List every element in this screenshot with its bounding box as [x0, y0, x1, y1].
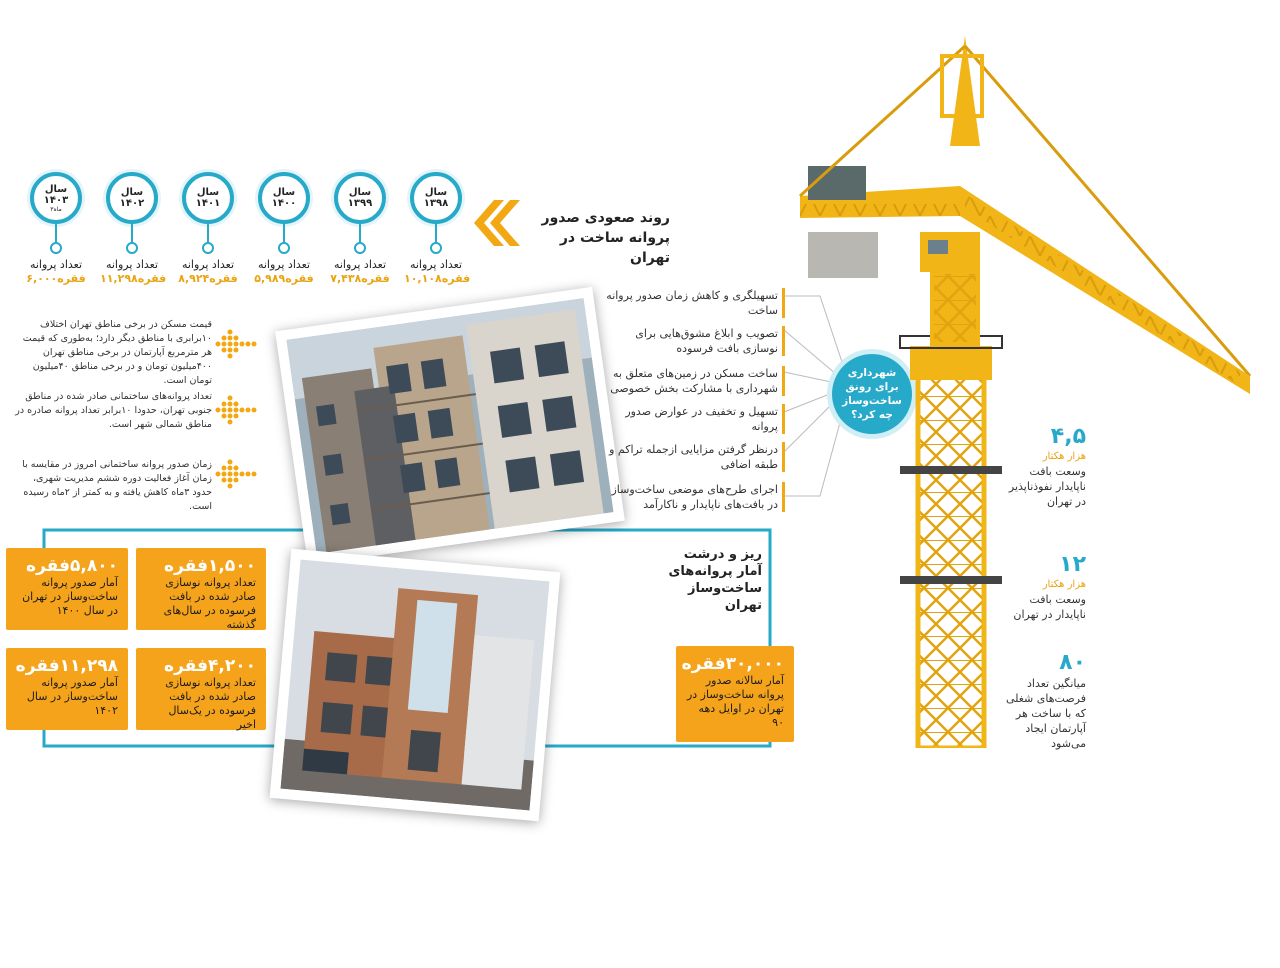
measure-item-1: تسهیلگری و کاهش زمان صدور پروانه ساخت — [606, 289, 778, 317]
stat-box-renovation-past: ۱,۵۰۰فقره تعداد پروانه نوسازی صادر شده در بافت فرسوده در سال‌های گذشته — [136, 548, 266, 630]
stat-box-permits-1402: ۱۱,۲۹۸فقره آمار صدور پروانه ساخت‌وساز در سال ۱۴۰۲ — [6, 648, 128, 730]
year-circle: سال ۱۳۹۸ — [410, 172, 462, 224]
note-price-gap: قیمت مسکن در برخی مناطق تهران اختلاف ۱۰برابری با مناطق دیگر دارد؛ به‌طوری که قیمت هر مترمربع آپارتمان در برخی مناطق تهران ۴۰۰میلیون تومان و در برخی مناطق ۴۰میلیون تومان است. — [22, 319, 212, 386]
year-count: ۵,۹۸۹فقره — [254, 272, 314, 285]
section-title: ریز و درشت آمار پروانه‌های ساخت‌وساز تهران — [668, 547, 762, 613]
year-circle: سال ۱۴۰۲ — [106, 172, 158, 224]
measure-item-3: ساخت مسکن در زمین‌های متعلق به شهرداری با مشارکت بخش خصوصی — [610, 367, 778, 395]
stat-box-annual-1390s: ۳۰,۰۰۰فقره آمار سالانه صدور پروانه ساخت‌وساز در تهران در اوایل دهه ۹۰ — [676, 646, 794, 742]
note-issue-time: زمان صدور پروانه ساختمانی امروز در مقایسه با زمان آغاز فعالیت دوره ششم مدیریت شهری، حدود ۳ماه کاهش یافته و به کمتر از ۲ماه رسیده است. — [22, 459, 212, 512]
measure-item-6: اجرای طرح‌های موضعی ساخت‌وساز در بافت‌های ناپایدار و ناکارآمد — [611, 483, 778, 511]
stat-box-renovation-recent: ۴,۲۰۰فقره تعداد پروانه نوسازی صادر شده در بافت فرسوده در یک‌سال اخیر — [136, 648, 266, 730]
measure-item-4: تسهیل و تخفیف در عوارض صدور پروانه — [625, 405, 778, 433]
year-circle: سال ۱۴۰۰ — [258, 172, 310, 224]
measure-item-5: درنظر گرفتن مزایایی ازجمله تراکم و طبقه اضافی — [609, 443, 778, 471]
year-circle: سال ۱۴۰۳ ۳ماه — [30, 172, 82, 224]
year-count: ۷,۴۳۸فقره — [330, 272, 390, 285]
note-south-permits: تعداد پروانه‌های ساختمانی صادر شده در مناطق جنوبی تهران، حدودا ۱۰برابر تعداد پروانه صادره در مناطق شمالی شهر است. — [15, 391, 212, 430]
measure-item-2: تصویب و ابلاغ مشوق‌هایی برای نوسازی بافت فرسوده — [635, 327, 778, 355]
year-label: تعداد پروانه — [333, 258, 387, 271]
year-label: تعداد پروانه — [105, 258, 159, 271]
stat-unstable-impenetrable: ۴,۵ هزار هکتار وسعت بافت ناپایدار نفوذناپذیر در تهران — [1008, 424, 1086, 508]
year-label: تعداد پروانه — [181, 258, 235, 271]
building-photo-2 — [270, 549, 561, 822]
tower-crane-illustration — [780, 36, 1260, 748]
building-photo-1 — [275, 287, 625, 565]
stat-jobs-per-apartment: ۸۰ میانگین تعداد فرصت‌های شغلی که با ساخت هر آپارتمان ایجاد می‌شود — [1005, 650, 1086, 750]
year-label: تعداد پروانه — [257, 258, 311, 271]
year-count: ۱۱,۲۹۸فقره — [100, 272, 167, 285]
year-circle: سال ۱۳۹۹ — [334, 172, 386, 224]
year-count: ۶,۰۰۰فقره — [26, 272, 86, 285]
page-title: روند صعودی صدور پروانه ساخت در تهران — [541, 210, 670, 266]
stat-box-permits-1400: ۵,۸۰۰فقره آمار صدور پروانه ساخت‌وساز در تهران در سال ۱۴۰۰ — [6, 548, 128, 630]
stat-unstable-total: ۱۲ هزار هکتار وسعت بافت ناپایدار در تهران — [1013, 552, 1086, 621]
year-count: ۸,۹۲۴فقره — [178, 272, 238, 285]
year-label: تعداد پروانه — [409, 258, 463, 271]
year-count: ۱۰,۱۰۸فقره — [404, 272, 471, 285]
year-label: تعداد پروانه — [29, 258, 83, 271]
question-bubble: شهرداری برای رونق ساخت‌وساز چه کرد؟ — [832, 354, 912, 434]
year-circle: سال ۱۴۰۱ — [182, 172, 234, 224]
